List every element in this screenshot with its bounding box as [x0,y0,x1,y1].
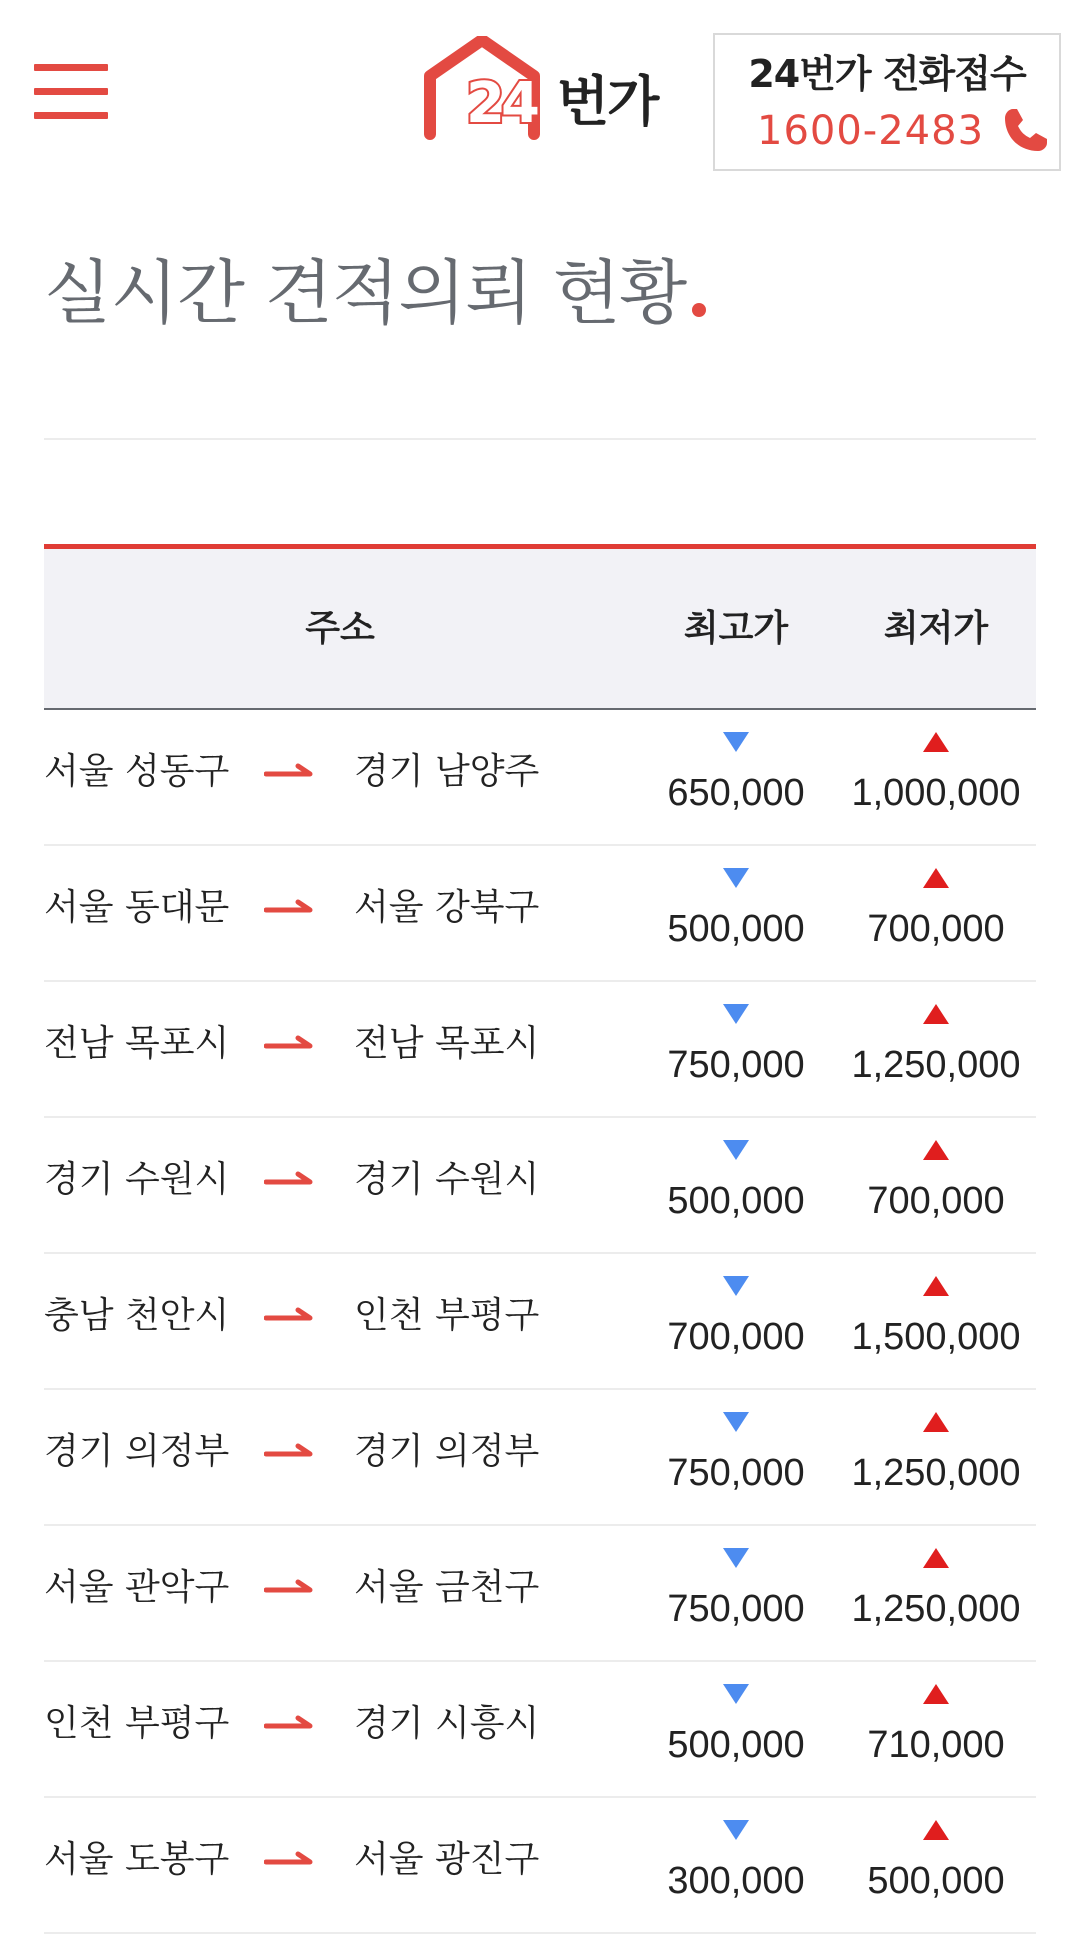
min-price: 1,250,000 [851,1588,1021,1630]
table-row[interactable] [44,1662,1036,1798]
origin-address: 서울 동대문 [44,887,230,928]
destination-address: 서울 강북구 [354,887,540,928]
up-triangle-icon [923,868,949,888]
table-row[interactable] [44,1118,1036,1254]
origin-address: 인천 부평구 [44,1703,230,1744]
up-triangle-icon [923,1820,949,1840]
up-triangle-icon [923,1004,949,1024]
estimate-table [44,544,1036,1934]
down-triangle-icon [723,732,749,752]
route-arrow-icon [264,760,314,784]
max-price: 500,000 [667,1724,805,1766]
min-price: 1,250,000 [851,1044,1021,1086]
min-price: 710,000 [867,1724,1005,1766]
destination-address: 경기 시흥시 [354,1703,540,1744]
min-price: 1,000,000 [851,772,1021,814]
destination-address: 경기 의정부 [354,1431,540,1472]
title-dot [692,303,706,317]
route-arrow-icon [264,1304,314,1328]
route-arrow-icon [264,1712,314,1736]
table-body [44,710,1036,1934]
max-price-cell [636,1820,836,1920]
origin-address: 전남 목포시 [44,1023,230,1064]
min-price-cell [836,1140,1036,1240]
hamburger-bar [34,112,108,119]
destination-address: 서울 금천구 [354,1567,540,1608]
phone-order-title: 24번가 전화접수 [748,52,1026,96]
min-price-cell [836,1004,1036,1104]
max-price-cell [636,868,836,968]
down-triangle-icon [723,1820,749,1840]
route-arrow-icon [264,1032,314,1056]
column-header-min-price: 최저가 [883,608,989,649]
column-header-max-price: 최고가 [683,608,789,649]
hamburger-menu-icon[interactable] [34,64,108,120]
max-price: 750,000 [667,1044,805,1086]
divider [44,438,1036,440]
down-triangle-icon [723,1684,749,1704]
route-arrow-icon [264,1576,314,1600]
min-price-cell [836,1276,1036,1376]
down-triangle-icon [723,1276,749,1296]
max-price-cell [636,1276,836,1376]
max-price: 700,000 [667,1316,805,1358]
table-row[interactable] [44,1254,1036,1390]
down-triangle-icon [723,868,749,888]
min-price-cell [836,732,1036,832]
min-price: 700,000 [867,1180,1005,1222]
up-triangle-icon [923,1412,949,1432]
route-arrow-icon [264,1848,314,1872]
origin-address: 경기 수원시 [44,1159,230,1200]
max-price-cell [636,1412,836,1512]
origin-address: 서울 도봉구 [44,1839,230,1880]
page-title [44,248,706,338]
route-arrow-icon [264,1168,314,1192]
table-row[interactable] [44,846,1036,982]
destination-address: 서울 광진구 [354,1839,540,1880]
origin-address: 서울 성동구 [44,751,230,792]
min-price-cell [836,1820,1036,1920]
destination-address: 경기 남양주 [354,751,540,792]
max-price-cell [636,1140,836,1240]
max-price: 500,000 [667,908,805,950]
destination-address: 인천 부평구 [354,1295,540,1336]
route-arrow-icon [264,1440,314,1464]
max-price: 750,000 [667,1452,805,1494]
table-row[interactable] [44,982,1036,1118]
table-row[interactable] [44,1526,1036,1662]
table-header [44,544,1036,710]
brand-logo[interactable] [422,36,662,140]
max-price: 300,000 [667,1860,805,1902]
page-title-text: 실시간 견적의뢰 현황 [44,252,687,334]
header [0,0,1080,185]
logo-word: 번가 [557,70,658,133]
min-price: 1,250,000 [851,1452,1021,1494]
down-triangle-icon [723,1548,749,1568]
table-row[interactable] [44,1798,1036,1934]
origin-address: 서울 관악구 [44,1567,230,1608]
up-triangle-icon [923,1684,949,1704]
route-arrow-icon [264,896,314,920]
min-price: 500,000 [867,1860,1005,1902]
phone-icon[interactable] [999,105,1051,157]
column-header-address: 주소 [305,608,375,649]
min-price: 1,500,000 [851,1316,1021,1358]
min-price-cell [836,1548,1036,1648]
max-price-cell [636,1548,836,1648]
destination-address: 경기 수원시 [354,1159,540,1200]
down-triangle-icon [723,1412,749,1432]
up-triangle-icon [923,732,949,752]
destination-address: 전남 목포시 [354,1023,540,1064]
table-row[interactable] [44,710,1036,846]
max-price-cell [636,732,836,832]
hamburger-bar [34,64,108,71]
hamburger-bar [34,88,108,95]
max-price: 750,000 [667,1588,805,1630]
min-price-cell [836,1684,1036,1784]
up-triangle-icon [923,1276,949,1296]
phone-number[interactable]: 1600-2483 [757,108,985,154]
max-price-cell [636,1684,836,1784]
table-row[interactable] [44,1390,1036,1526]
min-price-cell [836,868,1036,968]
max-price: 500,000 [667,1180,805,1222]
down-triangle-icon [723,1004,749,1024]
phone-order-box[interactable] [713,33,1061,171]
logo-number: 24 [466,71,536,136]
origin-address: 충남 천안시 [44,1295,230,1336]
up-triangle-icon [923,1548,949,1568]
max-price-cell [636,1004,836,1104]
min-price: 700,000 [867,908,1005,950]
origin-address: 경기 의정부 [44,1431,230,1472]
up-triangle-icon [923,1140,949,1160]
down-triangle-icon [723,1140,749,1160]
min-price-cell [836,1412,1036,1512]
max-price: 650,000 [667,772,805,814]
